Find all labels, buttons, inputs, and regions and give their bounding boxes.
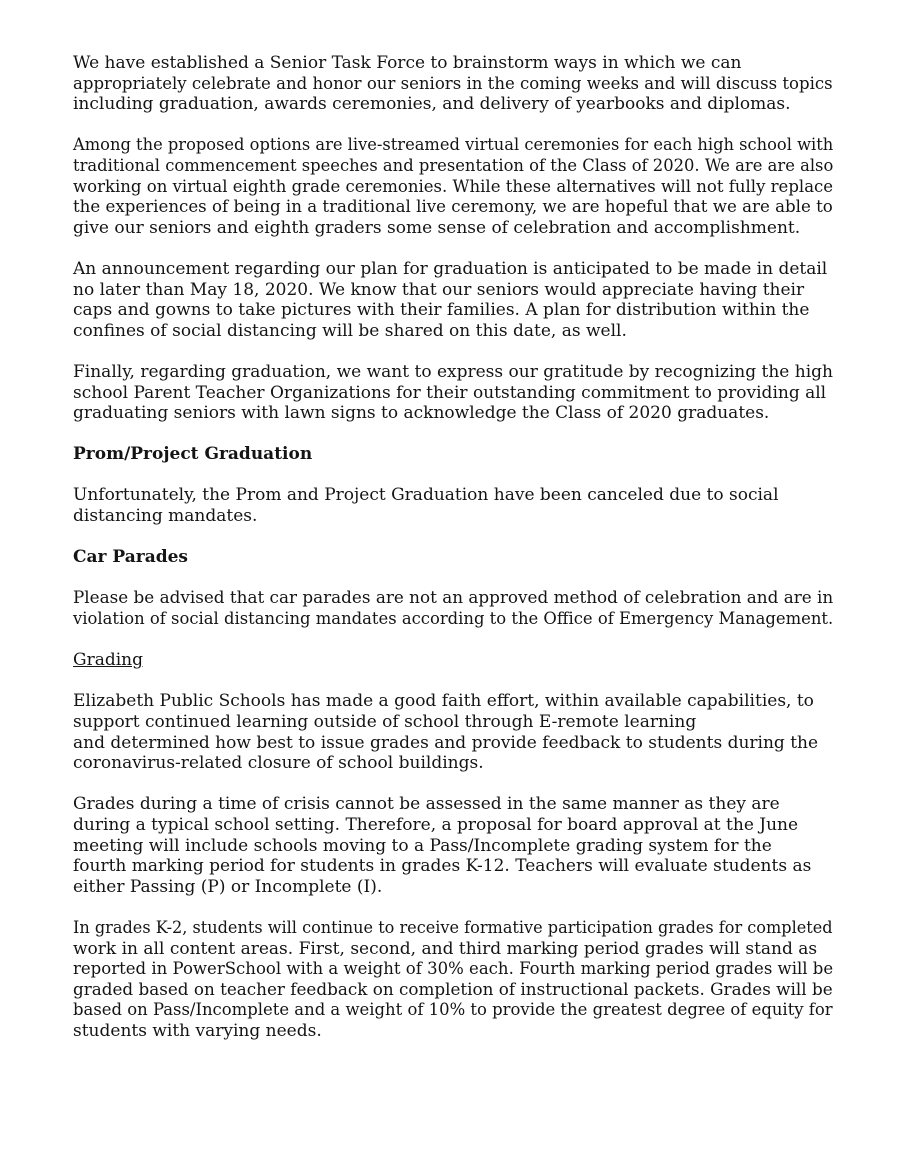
text-line: fourth marking period for students in grades K-12. Teachers will evaluate students as [73, 856, 812, 877]
text-line: Finally, regarding graduation, we want to express our gratitude by recognizing the high [73, 361, 833, 382]
grading-crisis-paragraph [73, 794, 833, 897]
grading-heading: Grading [73, 650, 143, 671]
text-line: Elizabeth Public Schools has made a good faith effort, within available capabilities, to [73, 691, 814, 712]
text-line: work in all content areas. First, second, and third marking period grades will stand as [73, 938, 818, 959]
car-parades-heading: Car Parades [73, 547, 189, 568]
text-line: graded based on teacher feedback on completion of instructional packets. Grades will be [73, 979, 833, 1000]
text-line: reported in PowerSchool with a weight of 30% each. Fourth marking period grades will be [73, 959, 834, 980]
text-line: Please be advised that car parades are not an approved method of celebration and are in [73, 588, 834, 609]
text-line: violation of social distancing mandates according to the Office of Emergency Management. [73, 609, 834, 630]
grading-k2-paragraph [73, 918, 833, 1042]
text-line: students with varying needs. [73, 1020, 322, 1041]
grading-effort-paragraph [73, 691, 833, 773]
text-line: traditional commencement speeches and presentation of the Class of 2020. We are are also [73, 155, 834, 176]
proposed-options-paragraph [73, 135, 833, 238]
prom-heading: Prom/Project Graduation [73, 444, 313, 465]
text-line: school Parent Teacher Organizations for their outstanding commitment to providing all [73, 382, 827, 403]
text-line: the experiences of being in a traditional live ceremony, we are hopeful that we are able to [73, 197, 833, 218]
text-line: give our seniors and eighth graders some sense of celebration and accomplishment. [73, 217, 801, 238]
text-line: coronavirus-related closure of school buildings. [73, 753, 484, 774]
text-line: We have established a Senior Task Force to brainstorm ways in which we can [73, 53, 742, 73]
text-line: including graduation, awards ceremonies, and delivery of yearbooks and diplomas. [73, 94, 791, 115]
document-page [73, 53, 833, 1062]
text-line: during a typical school setting. Therefore, a proposal for board approval at the June [73, 814, 799, 835]
text-line: confines of social distancing will be shared on this date, as well. [73, 320, 627, 341]
car-parades-paragraph [73, 588, 833, 629]
text-line: In grades K-2, students will continue to receive formative participation grades for completed [73, 917, 833, 938]
text-line: support continued learning outside of school through E-remote learning [73, 712, 697, 732]
text-line: caps and gowns to take pictures with their families. A plan for distribution within the [73, 300, 810, 321]
text-line: and determined how best to issue grades and provide feedback to students during the [73, 732, 819, 753]
text-line: based on Pass/Incomplete and a weight of 10% to provide the greatest degree of equity for [73, 1000, 833, 1021]
text-line: either Passing (P) or Incomplete (I). [73, 876, 383, 897]
text-line: Unfortunately, the Prom and Project Graduation have been canceled due to social [73, 485, 779, 506]
text-line: appropriately celebrate and honor our seniors in the coming weeks and will discuss topics [73, 73, 833, 94]
text-line: Among the proposed options are live-streamed virtual ceremonies for each high school with [73, 135, 834, 156]
text-line: working on virtual eighth grade ceremonies. While these alternatives will not fully replace [73, 176, 834, 197]
text-line: An announcement regarding our plan for graduation is anticipated to be made in detail [73, 258, 828, 279]
senior-task-force-paragraph [73, 53, 833, 115]
gratitude-paragraph [73, 362, 833, 424]
announcement-paragraph [73, 259, 833, 341]
text-line: graduating seniors with lawn signs to acknowledge the Class of 2020 graduates. [73, 403, 770, 424]
text-line: Grades during a time of crisis cannot be assessed in the same manner as they are [73, 794, 780, 815]
text-line: meeting will include schools moving to a Pass/Incomplete grading system for the [73, 835, 772, 856]
prom-paragraph [73, 485, 833, 526]
text-line: distancing mandates. [73, 506, 258, 527]
text-line: no later than May 18, 2020. We know that our seniors would appreciate having their [73, 279, 805, 300]
